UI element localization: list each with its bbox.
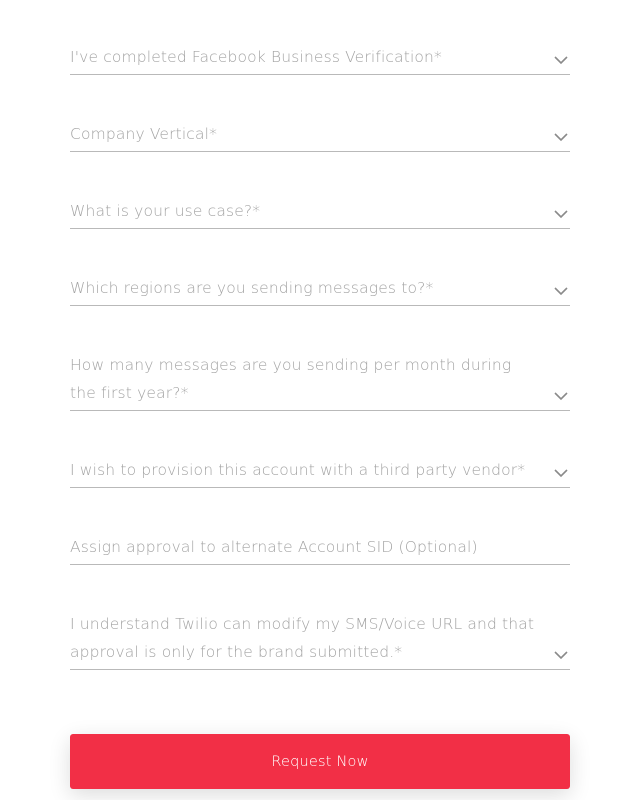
field-label: What is your use case?*: [70, 202, 261, 220]
company-vertical-select[interactable]: [70, 119, 570, 152]
chevron-down-icon: [554, 468, 568, 478]
chevron-down-icon: [554, 286, 568, 296]
field-label: I've completed Facebook Business Verification*: [70, 48, 442, 66]
chevron-down-icon: [554, 209, 568, 219]
request-now-button[interactable]: Request Now: [70, 734, 570, 789]
regions-select[interactable]: [70, 273, 570, 306]
field-label: I wish to provision this account with a third party vendor*: [70, 461, 526, 479]
third-party-vendor-select[interactable]: [70, 455, 570, 488]
use-case-select[interactable]: [70, 196, 570, 229]
messages-per-month-select[interactable]: [70, 350, 570, 411]
alternate-account-sid-input[interactable]: [70, 532, 570, 565]
chevron-down-icon: [554, 650, 568, 660]
field-label: Assign approval to alternate Account SID (Optional): [70, 538, 478, 556]
field-label: Which regions are you sending messages to?*: [70, 279, 434, 297]
field-label: I understand Twilio can modify my SMS/Voice URL and that approval is only for the brand submitted.*: [70, 615, 535, 661]
chevron-down-icon: [554, 132, 568, 142]
chevron-down-icon: [554, 391, 568, 401]
facebook-verification-select[interactable]: [70, 42, 570, 75]
field-label: Company Vertical*: [70, 125, 217, 143]
chevron-down-icon: [554, 55, 568, 65]
field-label: How many messages are you sending per month during the first year?*: [70, 356, 512, 402]
url-modification-consent-select[interactable]: [70, 609, 570, 670]
